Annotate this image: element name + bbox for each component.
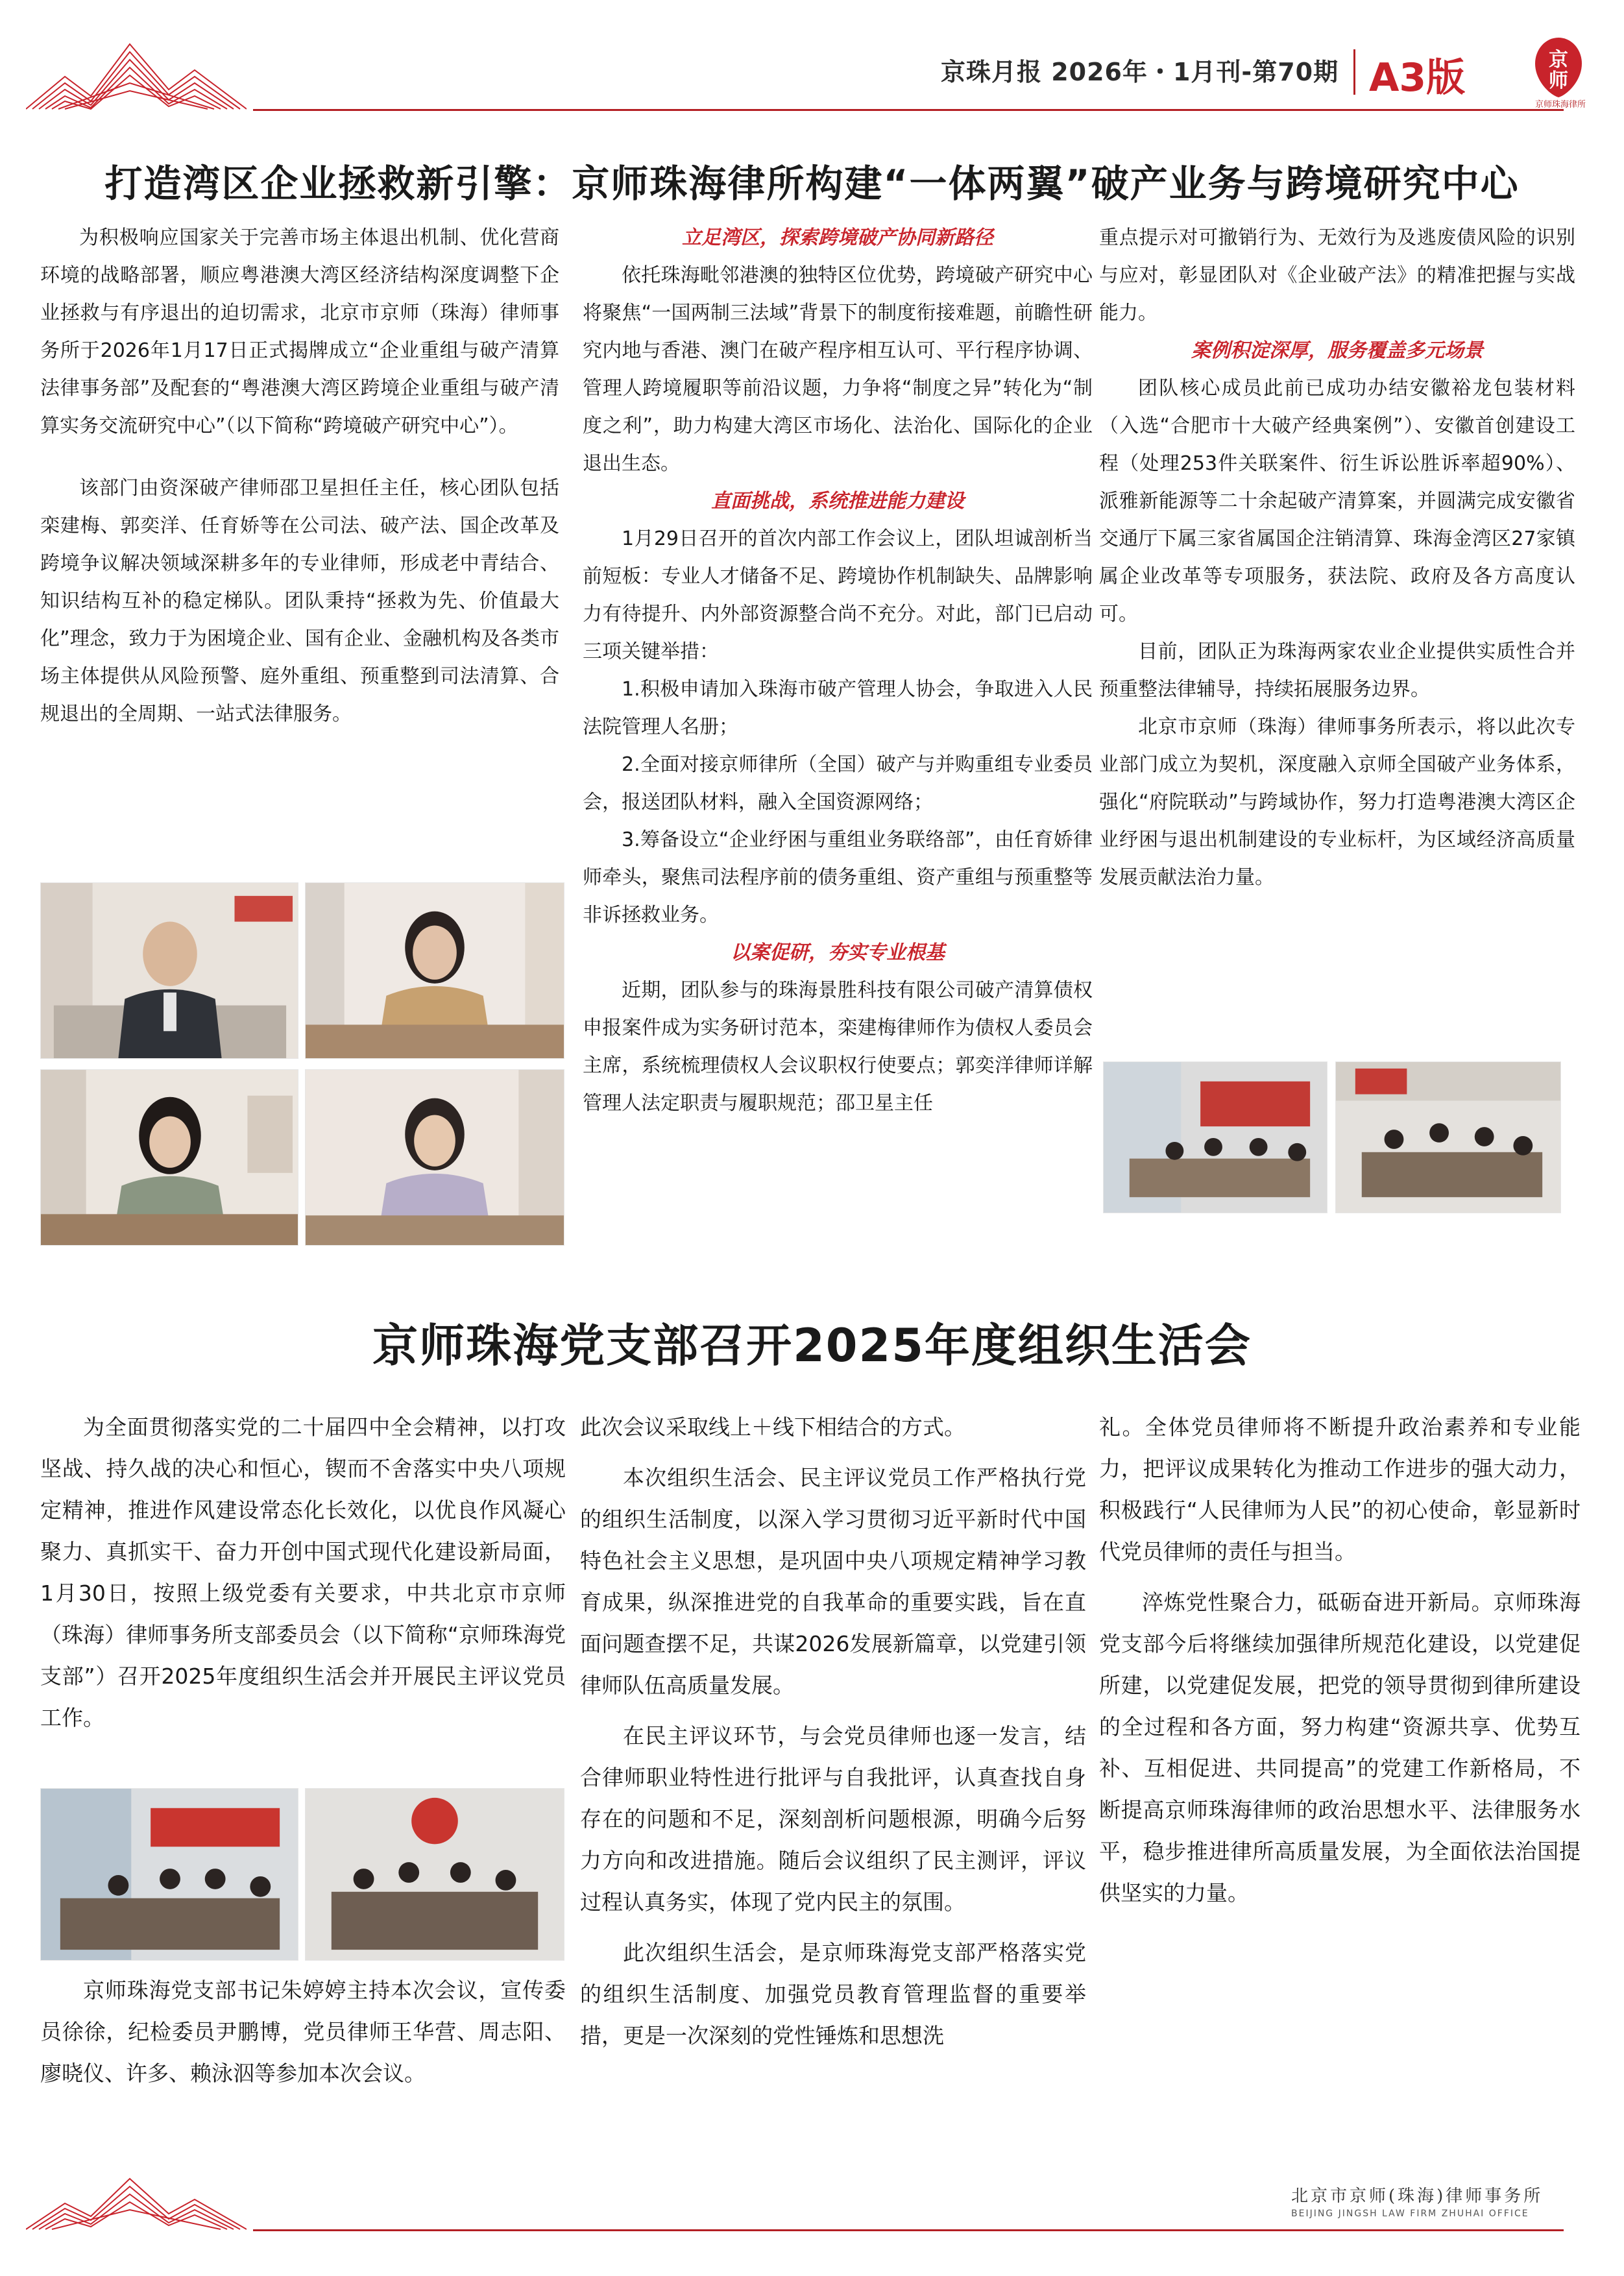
paragraph: 为积极响应国家关于完善市场主体退出机制、优化营商环境的战略部署，顺应粤港澳大湾区经济结构深度调整下企业拯救与有序退出的迫切需求，北京市京师（珠海）律师事务所于2026年1月17日正式揭牌成立“企业重组与破产清算法律事务部”及配套的“粤港澳大湾区跨境企业重组与破产清算实务交流研究中心”（以下简称“跨境破产研究中心”）。 [40, 226, 559, 437]
photo-party-meeting-2 [305, 1788, 564, 1961]
svg-text:师: 师 [1549, 69, 1568, 92]
photo-team-member-1 [40, 882, 298, 1059]
paragraph: 淬炼党性聚合力，砥砺奋进开新局。京师珠海党支部今后将继续加强律所规范化建设，以党建促所建，以党建促发展，把党的领导贯彻到律所建设的全过程和各方面，努力构建“资源共享、优势互补、互相促进、共同提高”的党建工作新格局，不断提高京师珠海律师的政治思想水平、法律服务水平，稳步推进律所高质量发展，为全面依法治国提供坚实的力量。 [1099, 1590, 1581, 1906]
photo-team-member-4 [305, 1069, 564, 1246]
footer-firm-name-en: BEIJING JINGSH LAW FIRM ZHUHAI OFFICE [1291, 2209, 1529, 2219]
page-header [0, 0, 1624, 130]
firm-seal-logo [1526, 35, 1591, 100]
paragraph: 重点提示对可撤销行为、无效行为及逃废债风险的识别与应对，彰显团队对《企业破产法》的精准把握与实战能力。 [1099, 226, 1575, 324]
header-divider [253, 109, 1564, 111]
mountain-pattern-icon [26, 2171, 247, 2233]
section-subhead: 以案促研，夯实专业根基 [731, 941, 945, 964]
article-2-column-2 [580, 1407, 1086, 2057]
paragraph: 为全面贯彻落实党的二十届四中全会精神，以打攻坚战、持久战的决心和恒心，锲而不舍落实中央八项规定精神，推进作风建设常态化长效化，以优良作风凝心聚力、真抓实干、奋力开创中国式现代化建设新局面，1月30日，按照上级党委有关要求，中共北京市京师（珠海）律师事务所支部委员会（以下简称“京师珠海党支部”）召开2025年度组织生活会并开展民主评议党员工作。 [40, 1414, 566, 1730]
paragraph: 北京市京师（珠海）律师事务所表示，将以此次专业部门成立为契机，深度融入京师全国破产业务体系，强化“府院联动”与跨域协作，努力打造粤港澳大湾区企业纾困与退出机制建设的专业标杆，为区域经济高质量发展贡献法治力量。 [1099, 716, 1575, 889]
article-2-column-1-caption [40, 1970, 566, 2094]
section-subhead: 案例积淀深厚，服务覆盖多元场景 [1191, 339, 1483, 362]
footer-firm-name: 北京市京师(珠海)律师事务所 [1291, 2186, 1544, 2206]
article-1-column-3 [1099, 219, 1575, 897]
paragraph: 在民主评议环节，与会党员律师也逐一发言，结合律师职业特性进行批评与自我批评，认真查找自身存在的问题和不足，深刻剖析问题根源，明确今后努力方向和改进措施。随后会议组织了民主测评，评议过程认真务实，体现了党内民主的氛围。 [580, 1723, 1086, 1915]
paragraph: 本次组织生活会、民主评议党员工作严格执行党的组织生活制度，以深入学习贯彻习近平新时代中国特色社会主义思想，是巩固中央八项规定精神学习教育成果，纵深推进党的自我革命的重要实践，旨在直面问题查摆不足，共谋2026发展新篇章，以党建引领律师队伍高质量发展。 [580, 1465, 1086, 1698]
list-item: 3.筹备设立“企业纾困与重组业务联络部”，由任育娇律师牵头，聚焦司法程序前的债务重组、资产重组与预重整等非诉拯救业务。 [583, 829, 1093, 926]
paragraph: 此次会议采取线上＋线下相结合的方式。 [580, 1414, 965, 1440]
list-item: 1.积极申请加入珠海市破产管理人协会，争取进入人民法院管理人名册； [583, 678, 1093, 738]
edition-label: A3版 [1369, 55, 1466, 101]
svg-text:京: 京 [1549, 49, 1568, 71]
list-item: 2.全面对接京师律所（全国）破产与并购重组专业委员会，报送团队材料，融入全国资源网络； [583, 753, 1093, 814]
paragraph: 近期，团队参与的珠海景胜科技有限公司破产清算债权申报案件成为实务研讨范本，栾建梅律师作为债权人委员会主席，系统梳理债权人会议职权行使要点；郭奕洋律师详解管理人法定职责与履职规范；邵卫星主任 [583, 979, 1093, 1115]
footer-divider [253, 2229, 1564, 2231]
photo-team-meeting-1 [1103, 1061, 1327, 1213]
article-2-headline: 京师珠海党支部召开2025年度组织生活会 [372, 1319, 1252, 1372]
photo-team-meeting-2 [1335, 1061, 1561, 1213]
edition-divider [1353, 49, 1355, 95]
paragraph: 礼。全体党员律师将不断提升政治素养和专业能力，把评议成果转化为推动工作进步的强大动力，积极践行“人民律师为人民”的初心使命，彰显新时代党员律师的责任与担当。 [1099, 1414, 1581, 1564]
photo-team-member-2 [305, 882, 564, 1059]
section-subhead: 立足湾区，探索跨境破产协同新路径 [682, 226, 993, 249]
paragraph: 京师珠海党支部书记朱婷婷主持本次会议，宣传委员徐徐，纪检委员尹鹏博，党员律师王华营、周志阳、廖晓仪、许多、赖泳泅等参加本次会议。 [40, 1978, 566, 2086]
logo-caption: 京师珠海律所 [1534, 100, 1586, 110]
photo-team-member-3 [40, 1069, 298, 1246]
article-1-headline: 打造湾区企业拯救新引擎：京师珠海律所构建“一体两翼”破产业务与跨境研究中心 [104, 162, 1520, 206]
section-subhead: 直面挑战，系统推进能力建设 [711, 490, 964, 513]
article-2-column-1 [40, 1407, 566, 1739]
paragraph: 依托珠海毗邻港澳的独特区位优势，跨境破产研究中心将聚焦“一国两制三法域”背景下的制度衔接难题，前瞻性研究内地与香港、澳门在破产程序相互认可、平行程序协调、管理人跨境履职等前沿议题，力争将“制度之异”转化为“制度之利”，助力构建大湾区市场化、法治化、国际化的企业退出生态。 [583, 264, 1093, 475]
paragraph: 该部门由资深破产律师邵卫星担任主任，核心团队包括栾建梅、郭奕洋、任育娇等在公司法、破产法、国企改革及跨境争议解决领域深耕多年的专业律师，形成老中青结合、知识结构互补的稳定梯队。团队秉持“拯救为先、价值最大化”理念，致力于为困境企业、国有企业、金融机构及各类市场主体提供从风险预警、庭外重组、预重整到司法清算、合规退出的全周期、一站式法律服务。 [40, 477, 559, 725]
article-1-column-1 [40, 219, 559, 733]
article-2-column-3 [1099, 1407, 1581, 1914]
photo-party-meeting-1 [40, 1788, 298, 1961]
paragraph: 1月29日召开的首次内部工作会议上，团队坦诚剖析当前短板：专业人才储备不足、跨境协作机制缺失、品牌影响力有待提升、内外部资源整合尚不充分。对此，部门已启动三项关键举措： [583, 527, 1093, 663]
mountain-pattern-icon [26, 31, 247, 115]
paragraph: 此次组织生活会，是京师珠海党支部严格落实党的组织生活制度、加强党员教育管理监督的重要举措，更是一次深刻的党性锤炼和思想洗 [580, 1940, 1086, 2048]
article-1-column-2 [583, 219, 1093, 1122]
paragraph: 目前，团队正为珠海两家农业企业提供实质性合并预重整法律辅导，持续拓展服务边界。 [1099, 640, 1575, 701]
paragraph: 团队核心成员此前已成功办结安徽裕龙包装材料（入选“合肥市十大破产经典案例”）、安徽首创建设工程（处理253件关联案件、衍生诉讼胜诉率超90%）、派雅新能源等二十余起破产清算案，并圆满完成安徽省交通厅下属三家省属国企注销清算、珠海金湾区27家镇属企业改革等专项服务，获法院、政府及各方高度认可。 [1099, 377, 1575, 625]
masthead-issue: 京珠月报 2026年・1月刊-第70期 [941, 58, 1339, 86]
